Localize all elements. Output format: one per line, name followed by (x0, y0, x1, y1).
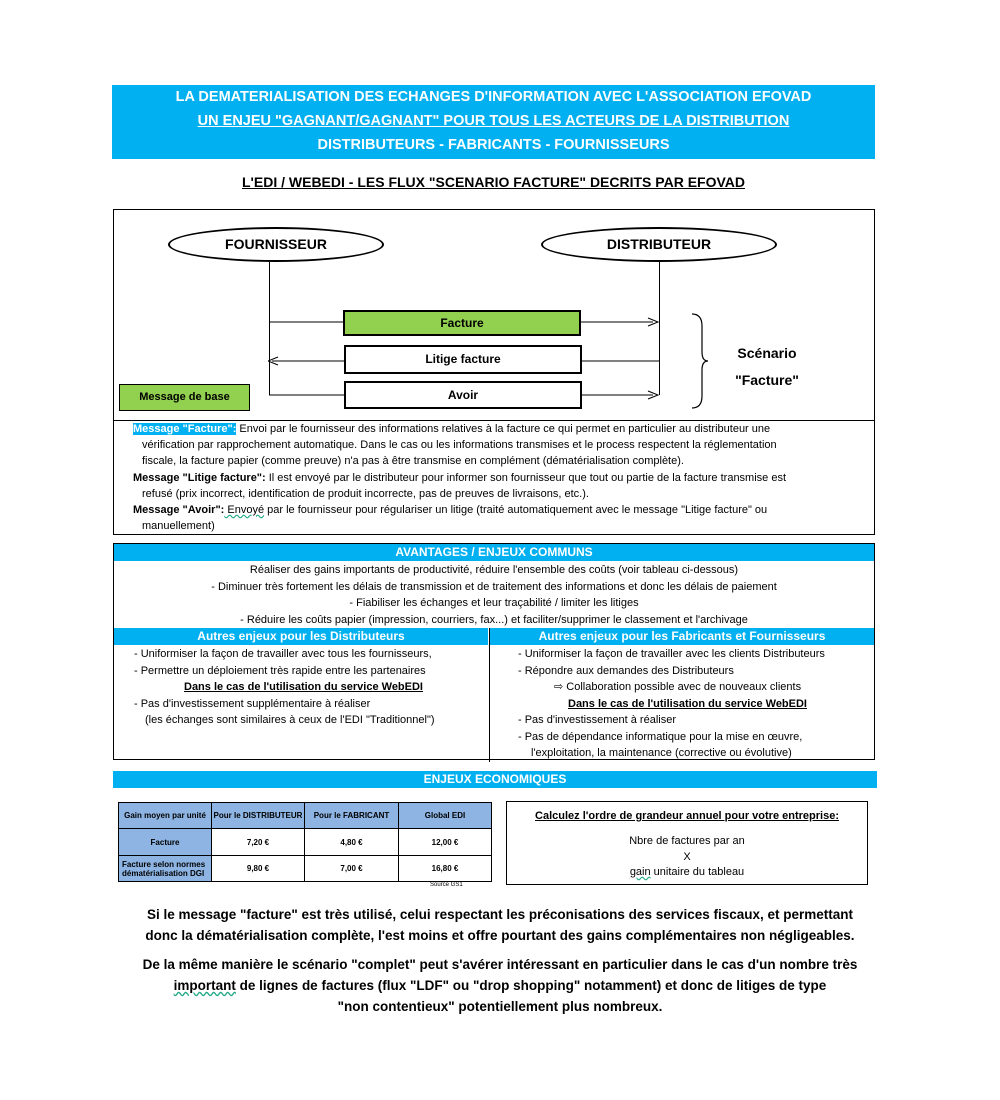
common-advantage-2: - Diminuer très fortement les délais de transmission et de traitement des informations et donc les délais de paiement (211, 580, 777, 593)
conclusion-1-line-1: Si le message "facture" est très utilisé, celui respectant les préconisations des services fiscaux, et permettant (146, 907, 854, 922)
facture-desc-line-1: Envoi par le fournisseur des informations relatives à la facture ce qui permet en particulier au distributeur une (236, 423, 771, 435)
calc-line-3-gain: gain (629, 866, 651, 878)
common-advantage-1: Réaliser des gains importants de productivité, réduire l'ensemble des coûts (voir tableau ci-dessous) (249, 564, 739, 576)
facture-desc-line-3: fiscale, la facture papier (comme preuve) n'a pas à être transmise en complément (dématérialisation complète). (142, 455, 684, 468)
base-message-legend (119, 384, 250, 411)
arrow-icon: ⇨ (554, 681, 564, 693)
gain-header-global: Global EDI (399, 803, 492, 829)
conclusion-2-line-3: "non contentieux" potentiellement plus nombreux. (337, 999, 663, 1014)
advantages-title: AVANTAGES / ENJEUX COMMUNS (114, 544, 874, 561)
table-row (119, 829, 492, 856)
subtitle: L'EDI / WEBEDI - LES FLUX "SCENARIO FACTURE" DECRITS PAR EFOVAD (242, 174, 745, 190)
avoir-desc-line-2: manuellement) (142, 520, 215, 533)
dist-item-1: - Uniformiser la façon de travailler avec tous les fournisseurs, (134, 648, 432, 660)
facture-desc-line-2: vérification par rapprochement automatique. Dans le cas ou les informations transmises et le process respectent la réglementation (142, 439, 777, 452)
facture-desc-label: Message "Facture": (133, 423, 237, 435)
scenario-caption (712, 340, 822, 394)
avoir-desc-word: Envoyé (224, 504, 265, 517)
avoir-box (344, 381, 582, 409)
common-advantage-4: - Réduire les coûts papier (impression, courriers, fax...) et faciliter/supprimer le classement et l'archivage (240, 613, 748, 626)
gain-table (118, 802, 492, 882)
gain-row-1-global: 12,00 € (399, 829, 492, 856)
calc-line-1: Nbre de factures par an (629, 835, 745, 847)
header-line-2: UN ENJEU "GAGNANT/GAGNANT" POUR TOUS LES ACTEURS DE LA DISTRIBUTION (197, 113, 790, 129)
calc-line-2: X (683, 850, 691, 863)
dist-item-4: (les échanges sont similaires à ceux de l'EDI "Traditionnel") (145, 714, 435, 726)
scenario-line-1: Scénario (737, 345, 797, 361)
advantages-table (113, 543, 875, 760)
facture-label: Facture (440, 316, 484, 330)
dist-item-2: - Permettre un déploiement très rapide entre les partenaires (134, 664, 426, 677)
message-descriptions (113, 420, 875, 535)
gain-header-label: Gain moyen par unité (119, 803, 212, 829)
gain-table-header (119, 803, 492, 829)
calculation-box (506, 801, 868, 885)
dist-item-3: - Pas d'investissement supplémentaire à réaliser (134, 697, 371, 710)
avoir-label: Avoir (447, 388, 479, 402)
calc-line-3-rest: unitaire du tableau (650, 866, 745, 878)
economics-title: ENJEUX ECONOMIQUES (113, 771, 877, 788)
distributor-label: DISTRIBUTEUR (606, 236, 712, 252)
distributors-title: Autres enjeux pour les Distributeurs (114, 628, 488, 645)
conclusion-paragraph-1 (60, 904, 940, 946)
gain-row-1-label: Facture (119, 829, 212, 856)
scenario-line-2: "Facture" (735, 372, 799, 388)
litige-facture-box (344, 345, 582, 374)
source-note: Source GS1 (430, 882, 463, 888)
gain-row-2-manufacturer: 7,00 € (305, 856, 399, 882)
gain-row-1-manufacturer: 4,80 € (305, 829, 399, 856)
fab-item-2: - Répondre aux demandes des Distributeurs (518, 664, 734, 677)
header-line-1: LA DEMATERIALISATION DES ECHANGES D'INFORMATION AVEC L'ASSOCIATION EFOVAD (175, 89, 812, 105)
calc-title: Calculez l'ordre de grandeur annuel pour votre entreprise: (535, 810, 839, 822)
fab-item-5: - Pas de dépendance informatique pour la mise en œuvre, (518, 730, 803, 743)
distributor-oval (541, 227, 777, 262)
conclusion-1-line-2: donc la dématérialisation complète, l'est moins et offre pourtant des gains complémentaires non négligeables. (145, 928, 855, 943)
litige-desc-line-2: refusé (prix incorrect, identification de produit incorrecte, pas de preuves de livraisons, etc.). (142, 487, 589, 500)
distributors-column (114, 628, 490, 762)
gain-header-distributor: Pour le DISTRIBUTEUR (212, 803, 305, 829)
fab-item-3: Collaboration possible avec de nouveaux clients (563, 681, 802, 693)
gain-row-2-distributor: 9,80 € (212, 856, 305, 882)
avoir-desc-line-1: par le fournisseur pour régulariser un litige (traité automatiquement avec le message "Litige facture" ou (264, 504, 768, 517)
fab-item-4: - Pas d'investissement à réaliser (518, 714, 676, 726)
table-row (119, 856, 492, 882)
avoir-desc-label: Message "Avoir": (133, 504, 225, 517)
header-line-3: DISTRIBUTEURS - FABRICANTS - FOURNISSEURS (317, 137, 670, 153)
supplier-label: FOURNISSEUR (225, 236, 327, 252)
base-message-label: Message de base (139, 391, 230, 403)
conclusion-2-line-2-important: important (173, 978, 236, 993)
litige-facture-label: Litige facture (425, 352, 501, 366)
fab-webedi-heading: Dans le cas de l'utilisation du service WebEDI (568, 697, 807, 710)
conclusion-paragraph-2 (60, 954, 940, 1017)
supplier-oval (168, 227, 384, 262)
scenario-brace (690, 312, 710, 410)
gain-row-2-global: 16,80 € (399, 856, 492, 882)
litige-desc-label: Message "Litige facture": (133, 471, 266, 484)
common-advantages (114, 561, 874, 628)
gain-header-manufacturer: Pour le FABRICANT (305, 803, 399, 829)
gain-row-2-label: Facture selon normes dématérialisation DGI (119, 856, 212, 882)
litige-desc-line-1: Il est envoyé par le distributeur pour informer son fournisseur que tout ou partie de la facture transmise est (265, 471, 787, 484)
common-advantage-3: - Fiabiliser les échanges et leur traçabilité / limiter les litiges (349, 597, 639, 609)
conclusion-2-line-1: De la même manière le scénario "complet" peut s'avérer intéressant en particulier dans le cas d'un nombre très (142, 957, 858, 972)
dist-webedi-heading: Dans le cas de l'utilisation du service WebEDI (184, 681, 423, 693)
header-banner (112, 85, 875, 159)
facture-box (343, 310, 581, 336)
fab-item-6: l'exploitation, la maintenance (corrective ou évolutive) (531, 747, 792, 759)
gain-row-1-distributor: 7,20 € (212, 829, 305, 856)
manufacturers-title: Autres enjeux pour les Fabricants et Fournisseurs (490, 628, 874, 645)
fab-item-1: - Uniformiser la façon de travailler avec les clients Distributeurs (518, 648, 825, 660)
conclusion-2-line-2-rest: de lignes de factures (flux "LDF" ou "drop shopping" notamment) et donc de litiges de type (235, 978, 827, 993)
manufacturers-column (490, 628, 874, 762)
